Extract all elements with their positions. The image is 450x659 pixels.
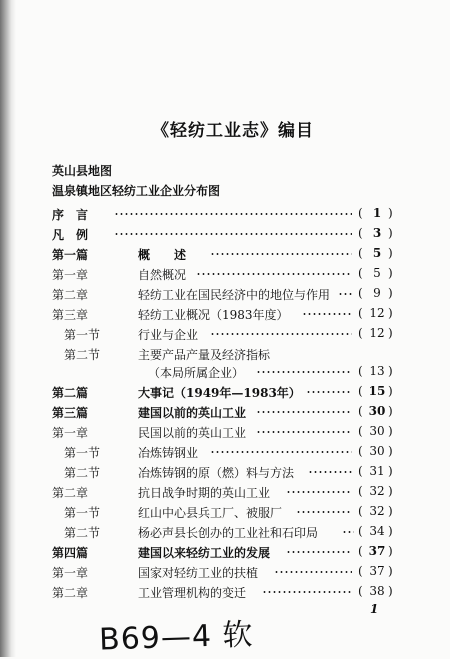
toc-page-number: 32	[369, 504, 385, 518]
dot-leader	[114, 233, 352, 235]
toc-section-number: 第二节	[64, 348, 101, 362]
toc-page-number: 5	[372, 246, 382, 260]
toc-page-number: 37	[368, 544, 386, 558]
toc-entry-title: 红山中心县兵工厂、被服厂	[138, 506, 283, 520]
toc-entry-title: （本局所属企业）	[148, 366, 245, 380]
toc-entry-continuation: （本局所属企业） ( 13 )	[148, 364, 393, 380]
toc-page-number: 38	[369, 584, 385, 598]
toc-section-number: 第一节	[64, 506, 101, 520]
toc-entry-chapter: 第一章 国家对轻纺工业的扶植 ( 37 )	[52, 564, 393, 580]
toc-page-number: 30	[369, 444, 385, 458]
toc-entry-title: 行业与企业	[138, 328, 199, 342]
toc-entry-title: 冶炼铸钢业	[138, 446, 199, 460]
toc-entry-part: 第二篇 大事记（1949年—1983年） ( 15 )	[52, 384, 393, 400]
scan-edge-shadow	[0, 0, 16, 657]
toc-page-number: 37	[369, 564, 385, 578]
toc-entry-chapter: 第二章 轻纺工业在国民经济中的地位与作用 ( 9 )	[52, 286, 393, 302]
toc-entry-chapter: 第二章 抗日战争时期的英山工业 ( 32 )	[52, 484, 393, 500]
toc-section-number: 第一节	[64, 328, 101, 342]
toc-entry-preface: 序 言 ( 1 )	[52, 206, 393, 222]
dot-leader	[210, 253, 352, 255]
dot-leader	[210, 333, 352, 335]
dot-leader	[256, 431, 352, 433]
toc-chapter-number: 第三章	[52, 308, 89, 322]
toc-page-number: 32	[369, 484, 385, 498]
dot-leader	[308, 471, 352, 473]
toc-entry-title: 建国以来轻纺工业的发展	[138, 546, 271, 560]
toc-page-number: 15	[368, 384, 386, 398]
toc-chapter-number: 第二篇	[52, 386, 89, 400]
dot-leader	[306, 391, 352, 393]
toc-page-number: 34	[369, 524, 385, 538]
toc-page-number: 30	[368, 404, 386, 418]
toc-chapter-number: 第一篇	[52, 248, 89, 262]
toc-entry-title: 主要产品产量及经济指标	[138, 348, 271, 362]
page-number: 1	[370, 602, 379, 616]
toc-section-number: 第二节	[64, 466, 101, 480]
toc-entry-section: 第一节 行业与企业 ( 12 )	[64, 326, 393, 342]
dot-leader	[114, 213, 352, 215]
dot-leader	[296, 511, 352, 513]
toc-page-number: 12	[369, 326, 385, 340]
toc-chapter-number: 第二章	[52, 288, 89, 302]
toc-page-number: 30	[369, 424, 385, 438]
toc-chapter-number: 第二章	[52, 586, 89, 600]
map-entry: 英山县地图	[52, 164, 113, 178]
toc-entry-part: 第三篇 建国以前的英山工业 ( 30 )	[52, 404, 393, 420]
toc-chapter-number: 第四篇	[52, 546, 89, 560]
toc-entry-chapter: 第一章 自然概况 ( 5 )	[52, 266, 393, 282]
toc-entry-section: 第一节 红山中心县兵工厂、被服厂 ( 32 )	[64, 504, 393, 520]
toc-entry-title: 国家对轻纺工业的扶植	[138, 566, 259, 580]
dot-leader	[302, 313, 352, 315]
toc-entry-section	[52, 346, 397, 366]
toc-page-number: 3	[372, 226, 382, 240]
toc-entry-section: 第一节 冶炼铸钢业 ( 30 )	[64, 444, 393, 460]
dot-leader	[262, 591, 352, 593]
toc-chapter-number: 第一章	[52, 268, 89, 282]
dot-leader	[196, 273, 352, 275]
toc-entry-title: 轻纺工业概况（1983年度）	[138, 308, 289, 322]
dot-leader	[286, 491, 352, 493]
toc-entry-part: 第一篇 概 述 ( 5 )	[52, 246, 393, 262]
toc-entry-title: 大事记（1949年—1983年）	[138, 386, 301, 400]
toc-entry-title: 概 述	[138, 248, 187, 262]
toc-entry-section: 第二节 杨必声县长创办的工业社和石印局 ( 34 )	[64, 524, 393, 540]
toc-page-number: 13	[369, 364, 385, 378]
toc-chapter-number: 第一章	[52, 426, 89, 440]
dot-leader	[274, 571, 352, 573]
dot-leader	[286, 551, 352, 553]
toc-entry-title: 冶炼铸钢的原（燃）料与方法	[138, 466, 295, 480]
toc-entry-chapter: 第一章 民国以前的英山工业 ( 30 )	[52, 424, 393, 440]
toc-entry-chapter: 第三章 轻纺工业概况（1983年度） ( 12 )	[52, 306, 393, 322]
toc-chapter-number: 第二章	[52, 486, 89, 500]
toc-entry-title: 自然概况	[138, 268, 187, 282]
toc-entry-section: 第二节 冶炼铸钢的原（燃）料与方法 ( 31 )	[64, 464, 393, 480]
toc-page-number: 1	[372, 206, 382, 220]
dot-leader	[338, 293, 352, 295]
dot-leader	[256, 371, 352, 373]
toc-entry-chapter: 第二章 工业管理机构的变迁 ( 38 )	[52, 584, 393, 600]
handwritten-call-number: B69—4 软	[98, 617, 255, 658]
dot-leader	[210, 451, 352, 453]
toc-entry-title: 轻纺工业在国民经济中的地位与作用	[138, 288, 331, 302]
toc-page-number: 5	[373, 266, 381, 280]
dot-leader	[256, 411, 352, 413]
toc-entry-title: 工业管理机构的变迁	[138, 586, 247, 600]
distribution-map-entry: 温泉镇地区轻纺工业企业分布图	[52, 184, 221, 198]
toc-chapter-number: 第三篇	[52, 406, 89, 420]
toc-entry-part: 第四篇 建国以来轻纺工业的发展 ( 37 )	[52, 544, 393, 560]
toc-section-number: 第二节	[64, 526, 101, 540]
dot-leader	[342, 531, 354, 533]
toc-page-number: 12	[369, 306, 385, 320]
toc-section-number: 第一节	[64, 446, 101, 460]
toc-entry-title: 建国以前的英山工业	[138, 406, 247, 420]
toc-chapter-number: 凡 例	[52, 228, 89, 242]
page-title: 《轻纺工业志》编目	[152, 121, 314, 141]
toc-entry-title: 抗日战争时期的英山工业	[138, 486, 271, 500]
toc-chapter-number: 序 言	[52, 208, 89, 222]
toc-entry-title: 民国以前的英山工业	[138, 426, 247, 440]
toc-page-number: 9	[373, 286, 381, 300]
toc-entry-title: 杨必声县长创办的工业社和石印局	[138, 526, 319, 540]
toc-entry-notes: 凡 例 ( 3 )	[52, 226, 393, 242]
toc-chapter-number: 第一章	[52, 566, 89, 580]
toc-page-number: 31	[369, 464, 385, 478]
